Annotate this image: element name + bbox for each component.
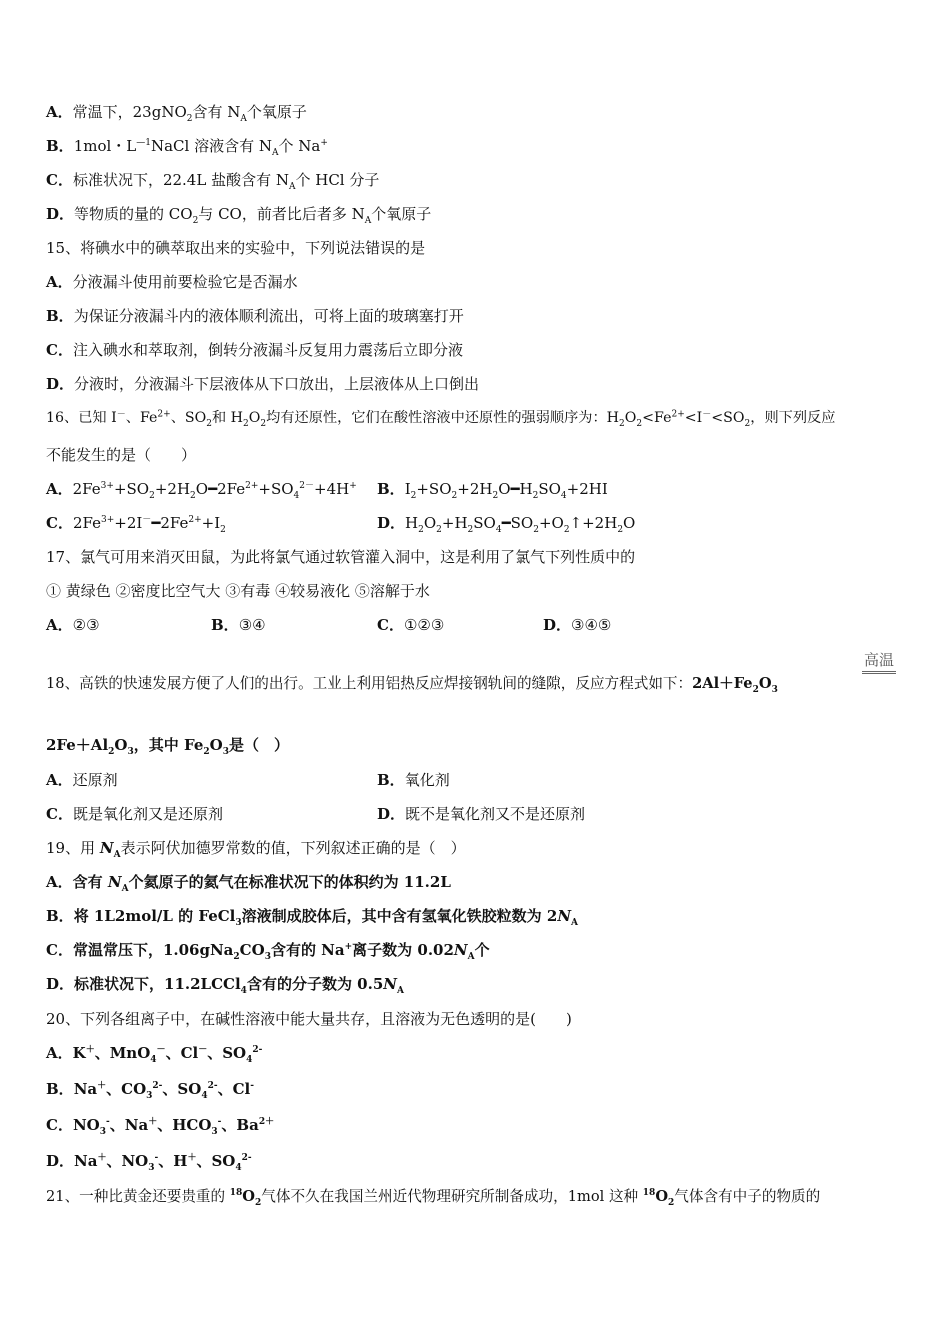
q14-option-d: D．等物质的量的 $CO_2$与 CO，前者比后者多 $N_A$个氧原子 (46, 205, 432, 226)
q16-stem-cont: 不能发生的是（ ） (46, 446, 197, 464)
q14-option-b: B．1mol・$L^{—1}NaCl$ 溶液含有 $N_A$个 Na+ (46, 137, 328, 158)
q16-option-a: A．$2Fe^{3+}+SO_2+2H_2O━2Fe^{2+}+SO_4^{2-}+4H^+$ (46, 480, 357, 501)
q17-stem: 17、氯气可用来消灭田鼠，为此将氯气通过软管灌入洞中，这是利用了氯气下列性质中的 (46, 548, 636, 566)
q16-option-b: B．$I_2+SO_2+2H_2O━H_2SO_4+2HI$ (377, 480, 608, 501)
reaction-condition-label: 高温 (862, 650, 896, 674)
q20-option-d: D．Na＋、$NO_3^-$、H＋、$SO_4^{2-}$ (46, 1152, 252, 1173)
q14-option-a: A．常温下，23gNO$_2$含有 $N_A$个氧原子 (46, 103, 307, 124)
q18-option-b: B．氧化剂 (377, 771, 450, 789)
q17-option-b: B．③④ (211, 616, 266, 634)
q20-option-a: A．K＋、MnO$_4$－、Cl－、$SO_4^{2-}$ (46, 1044, 263, 1065)
q15-option-c: C．注入碘水和萃取剂，倒转分液漏斗反复用力震荡后立即分液 (46, 341, 463, 359)
q20-option-b: B．Na＋、$CO_3^{2-}$、$SO_4^{2-}$、Cl- (46, 1080, 254, 1101)
q16-stem: 16、已知 I－、$Fe^{2+}$、$SO_2$和 $H_2O_2$均有还原性，它们在酸性溶液中还原性的强弱顺序为：$H_2O_2<Fe^{2+}<I^-<SO_2$，则下列反应 (46, 409, 836, 429)
q21-stem: 21、一种比黄金还要贵重的 $^{18}O_2$气体不久在我国兰州近代物理研究所制备成功，1mol 这种 $^{18}O_2$气体含有中子的物质的 (46, 1188, 821, 1208)
q20-option-c: C．$NO_3^-$、Na＋、$HCO_3^-$、$Ba^{2+}$ (46, 1116, 275, 1137)
q15-option-a: A．分液漏斗使用前要检验它是否漏水 (46, 273, 298, 291)
q19-option-b: B．将 1L2mol/L 的 FeCl$_3$溶液制成胶体后，其中含有氢氧化铁胶粒数为 $2N_A$ (46, 907, 579, 928)
q19-option-a: A．含有 $N_A$个氦原子的氦气在标准状况下的体积约为 11.2L (46, 873, 451, 894)
q17-properties: ① 黄绿色 ②密度比空气大 ③有毒 ④较易液化 ⑤溶解于水 (46, 582, 430, 600)
q19-option-d: D．标准状况下，11.2LCCl$_4$含有的分子数为 $0.5N_A$ (46, 975, 404, 996)
q14-option-c: C．标准状况下，22.4L 盐酸含有 $N_A$个 HCl 分子 (46, 171, 380, 192)
q15-stem: 15、将碘水中的碘萃取出来的实验中，下列说法错误的是 (46, 239, 426, 257)
q19-stem: 19、用 $N_A$表示阿伏加德罗常数的值，下列叙述正确的是（ ） (46, 839, 466, 860)
q20-stem: 20、下列各组离子中，在碱性溶液中能大量共存，且溶液为无色透明的是( ) (46, 1010, 572, 1028)
q18-stem: 18、高铁的快速发展方便了人们的出行。工业上利用铝热反应焊接钢轨间的缝隙，反应方程式如下：$2Al+Fe_2O_3$ (46, 675, 778, 695)
q17-option-c: C．①②③ (377, 616, 445, 634)
q17-option-d: D．③④⑤ (543, 616, 612, 634)
q18-option-d: D．既不是氧化剂又不是还原剂 (377, 805, 586, 823)
q17-option-a: A．②③ (46, 616, 100, 634)
q18-option-a: A．还原剂 (46, 771, 118, 789)
q16-option-d: D．$H_2O_2+H_2SO_4━SO_2+O_2↑+2H_2O$ (377, 514, 636, 535)
q18-option-c: C．既是氧化剂又是还原剂 (46, 805, 223, 823)
q18-stem-cont: $2Fe+Al_2O_3$，其中 $Fe_2O_3$是（ ） (46, 736, 289, 757)
q16-option-c: C．$2Fe^{3+}+2I^-━2Fe^{2+}+I_2$ (46, 514, 226, 535)
q15-option-d: D．分液时，分液漏斗下层液体从下口放出，上层液体从上口倒出 (46, 375, 480, 393)
q15-option-b: B．为保证分液漏斗内的液体顺利流出，可将上面的玻璃塞打开 (46, 307, 464, 325)
q19-option-c: C．常温常压下，$1.06gNa_2CO_3$含有的 Na+离子数为 $0.02N_A$个 (46, 941, 490, 962)
